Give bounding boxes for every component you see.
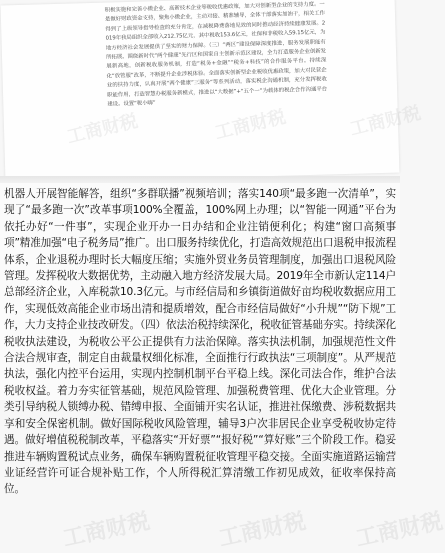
watermark: 工商财税 (212, 106, 288, 144)
previous-page-paragraph: 积极实施和完善小微企业、高新技术企业等税收优惠政策，加大对创新型企业的支持力度。一是做好财政资金支持，聚焦小微企业，主动对接、精准辅导，全体干部落实加油干，相关工作得到了上级领导指导检查的充分肯定，在减税降费落地见效的同时推动经济持续健康发展。2019年我局组织全部收入212.75亿元，其中税收153.6亿元，社保和非税收入59.15亿元，为地方经济社会发展提供了坚实的财力保障。（三）“两区”建设保障深度推进，服务发展职能有所拓展。围绕新时代“两个健康”先行区和国家自主创新示范区建设，全力打造服务企业创新发展新高地，创新税收服务机制，打造“税务+金融”“税务+科技”的合作服务平台。持续深化“放管服”改革，不断提升企业涉税体验。全面落实创新型企业税收优惠政策，加大对民营企业的扶持力度，认真开展“两个健康”三服务“等系列活动，落实税企沟通机制，充分发挥税收职能作用，打造智慧办税服务新模式，推进以“大数据”+“五个一”为载体的税企合作沟通平台建设。设置“税小嗨” (104, 1, 328, 108)
watermark: 工商财税 (64, 110, 140, 148)
previous-page-fragment (1, 0, 423, 183)
body-paragraph: 机器人开展智能解答，组织“多群联播”视频培训；落实140项“最多跑一次清单”，实现了“最多跑一次”改革事项100%全覆盖，100%网上办理；以“智能一网通”平台为依托办好“一件事”，实现企业开办一日办结和企业注销便利化；构建“窗口高频事项”精准加强“电子税务局”推广。出口服务持续优化，打造高效规范出口退税申报流程体系，企业退税办理时长大幅度压缩；实施外贸业务员管理制度，加强出口退税风险管理。发挥税收大数据优势，主动融入地方经济发展大局。2019年全市新认定114户总部经济企业，入库税款10.3亿元。与市经信局和乡镇街道做好亩均税收数据应用工作，实现低效高能企业市场出清和提质增效，配合市经信局做好“小升规”“防下规”工作，大力支持企业技改研发。（四）依法治税持续深化，税收征管基础夯实。持续深化税收执法建设，为税收公平公正提供有力法治保障。落实执法机制，加强规范性文件合法合规审查，制定自由裁量权细化标准，全面推行行政执法“三项制度”。从严规范执法，强化内控平台运用，实现内控制机制平台平稳上线。深化司法合作，维护合法税收权益。着力夯实征管基础，规范风险管理、加强税费管理、优化大企业管理。分类引导纳税人锁缚办税、错缚申报、全面铺开实名认证，推进社保缴费、涉税数据共享和安全保密机制。做好国际税收风险管理，辅导3户次非居民企业享受税收协定待遇。做好增值税税制改革，平稳落实“开好票”“报好税”“算好账”三个阶段工作。稳妥推进车辆购置税试点业务，确保车辆购置税征收管理平稳交接。全面实施道路运输营业证经营许可证合规补贴工作，个人所得税汇算清缴工作初见成效，征收率保持高位。 (4, 188, 396, 496)
watermark: 工商财税 (216, 509, 309, 552)
watermark: 工商财税 (60, 509, 153, 552)
watermark: 工商财税 (353, 509, 445, 552)
main-page (0, 183, 445, 552)
watermark: 工商财税 (347, 102, 423, 140)
